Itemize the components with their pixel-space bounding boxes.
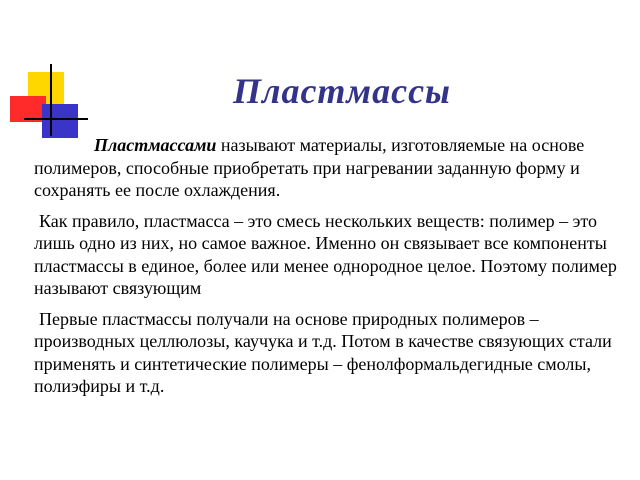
slide-title: Пластмассы <box>232 71 452 111</box>
definition-text: называют материалы, изготовляемые на основе полимеров, способные приобретать при нагревании заданную форму и сохранять ее после охлаждения. <box>34 135 585 200</box>
slide-body <box>34 134 624 406</box>
term-plastics: Пластмассами <box>94 135 217 155</box>
paragraph-definition <box>34 134 624 202</box>
paragraph-history: Первые пластмассы получали на основе природных полимеров – производных целлюлозы, каучука и т.д. Потом в качестве связующих стали применять и синтетические полимеры – фенолформальдегидные смолы, полиэфиры и т.д. <box>34 308 612 396</box>
paragraph-composition: Как правило, пластмасса – это смесь нескольких веществ: полимер – это лишь одно из них, но самое важное. Именно он связывает все компоненты пластмассы в единое, более или менее однородное целое. Поэтому полимер называют связующим <box>34 210 617 298</box>
horizontal-line-decoration <box>24 118 88 120</box>
